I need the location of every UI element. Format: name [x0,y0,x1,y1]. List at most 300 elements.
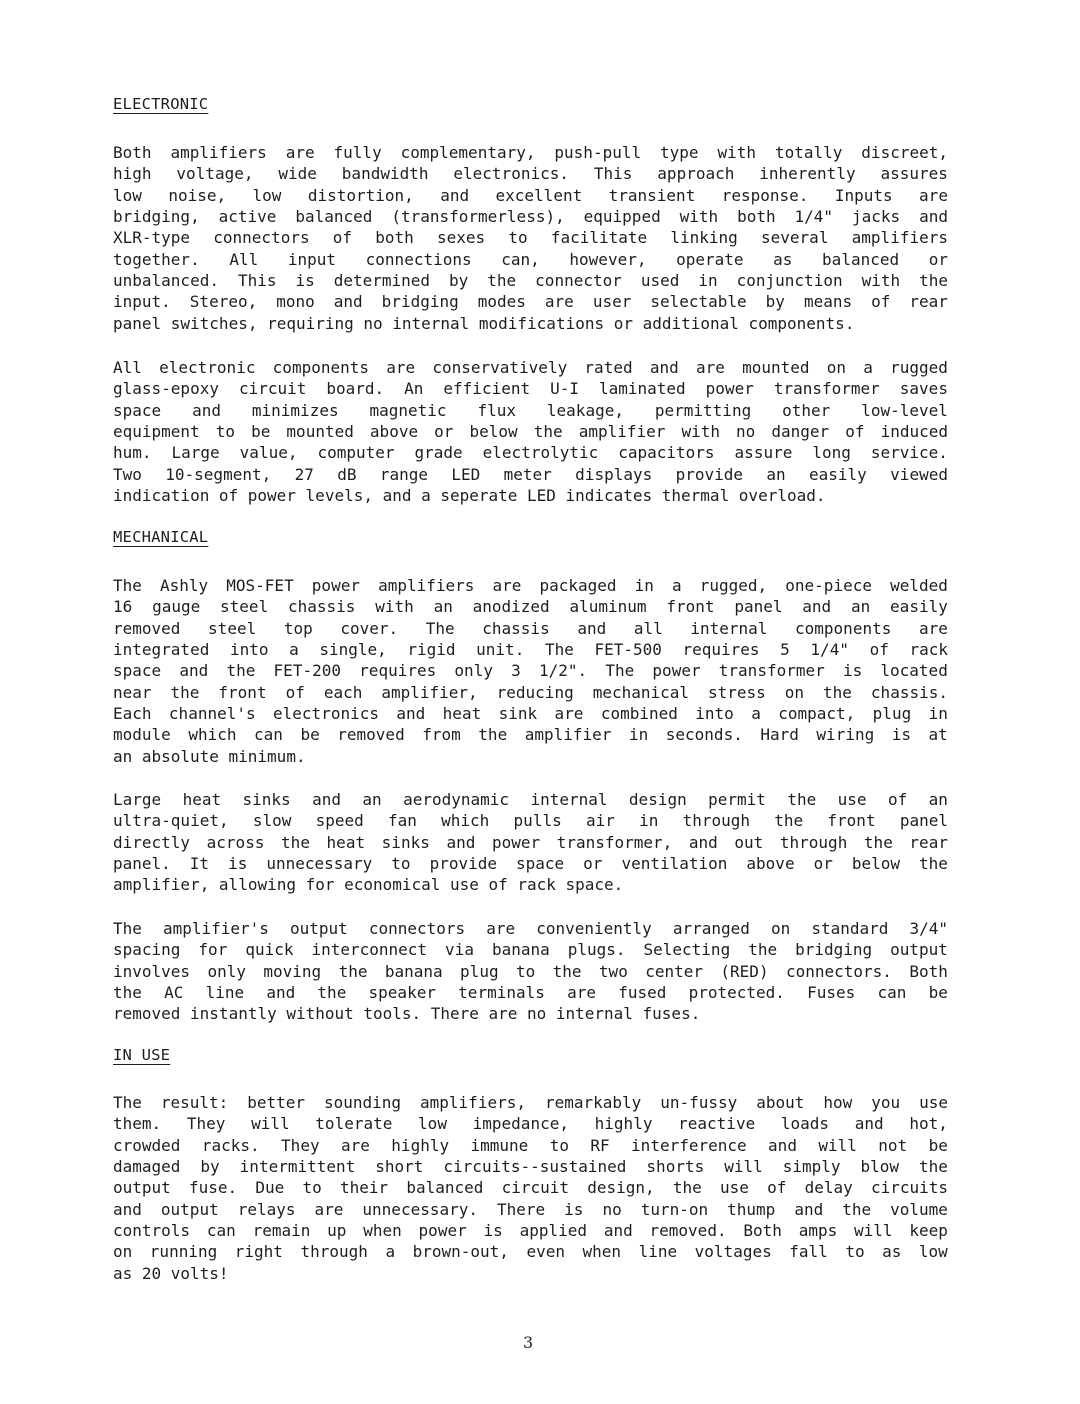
word: on [771,919,791,938]
word: to [549,1135,569,1155]
word: components [272,358,369,377]
word: internal [530,790,608,809]
word: provide [675,464,744,484]
word: will [724,1157,763,1177]
word: integrated [113,640,210,660]
text-line [113,832,948,853]
word: thump [727,1199,776,1219]
text-line [113,724,948,745]
word: banana [491,940,550,960]
text-line [113,1003,948,1024]
word: and [802,597,832,617]
word: facilitate [550,228,648,248]
word: and [794,1199,824,1219]
word: mechanical [592,682,690,702]
word: permitting [654,400,752,420]
word: value, [239,443,298,463]
word: above [369,422,419,442]
word: simply [782,1157,841,1177]
word: loads [780,1114,830,1134]
word: applied [519,1221,588,1241]
word: panel [734,597,783,617]
word: aerodynamic [403,790,510,809]
word: are [918,618,948,638]
word: push-pull [554,143,642,162]
word: sounding [324,1093,402,1112]
word: Two [113,464,142,484]
word: other [782,400,831,420]
word: They [186,1114,226,1134]
word: fuses. [642,1004,701,1024]
word: is [564,1199,584,1219]
text-line [113,227,948,248]
word: and [603,1221,633,1241]
word: stress [708,682,766,702]
word: determined [333,271,431,291]
word: terminals [458,983,545,1003]
word: arranged [672,919,750,938]
word: approach [657,164,735,184]
word: fall [789,1242,828,1262]
word: XLR-type [113,228,191,248]
word: damaged [113,1157,181,1177]
word: short [375,1157,424,1177]
word: the [317,983,347,1003]
word: connector [535,271,622,291]
word: instantly [190,1004,277,1024]
word: with [681,422,720,442]
word: can [254,725,283,745]
word: removed. [649,1221,727,1241]
word: shorts [646,1157,705,1177]
word: ventilation [621,854,728,874]
word: through [300,1242,368,1262]
word: output [890,940,948,960]
word: steel [208,618,257,638]
word: the [774,811,804,831]
text-line [113,682,948,703]
word: wiring [816,725,875,745]
paragraph-mechanical-cooling [113,789,948,896]
word: be [928,1135,948,1155]
word: and [382,486,412,506]
word: rack [517,875,556,895]
word: active [218,207,277,227]
text-line [113,1156,948,1177]
word: with [679,207,719,227]
word: power [705,379,754,399]
word: output [290,919,348,938]
word: connectors. [785,961,892,981]
word: center [645,961,704,981]
word: requiring [267,313,354,333]
word: quick [245,940,294,960]
word: chassis. [870,682,948,702]
word: and [192,400,221,420]
text-line [113,596,948,617]
word: leakage, [546,400,624,420]
word: Due [255,1178,285,1198]
text-line [113,270,948,291]
word: standard [811,919,889,938]
word: circuit [501,1178,570,1198]
word: voltages [694,1242,772,1262]
word: seconds. [665,725,743,745]
word: and [768,1135,797,1155]
word: user [592,292,632,312]
word: aluminum [569,597,647,617]
word: for [305,875,335,895]
word: to [508,228,528,248]
word: power [247,486,296,506]
word: rigid [407,640,456,660]
paragraph-mechanical-connectors [113,918,948,1025]
word: an [433,597,453,617]
word: or [613,313,633,333]
word: power [418,1221,467,1241]
word: line [205,983,245,1003]
text-line [113,874,948,895]
word: their [339,1178,389,1198]
word: unit. [476,640,525,660]
word: near [113,682,152,702]
word: and [440,185,470,205]
word: removed [337,725,405,745]
word: The [544,640,574,660]
word: Large [171,443,220,463]
text-line [113,703,948,724]
word: a [863,358,873,377]
word: and [649,358,679,377]
word: electrolytic [482,443,599,463]
word: welded [890,576,948,595]
word: totally [774,143,843,162]
word: connections [365,249,472,269]
word: intermittent [239,1157,356,1177]
word: relays [237,1199,296,1219]
word: sexes [437,228,486,248]
word: or [434,422,454,442]
word: as [882,1242,902,1262]
word: amplifiers, [420,1093,526,1112]
word: bandwidth [341,164,429,184]
word: They [281,1135,320,1155]
word: easily [890,597,948,617]
word: Both [113,143,152,162]
word: moving [263,961,322,981]
page-number: 3 [523,1333,534,1352]
word: The [605,661,635,681]
word: thermal [661,486,730,506]
word: are [492,576,522,595]
word: are [386,358,416,377]
word: space [516,854,565,874]
word: service. [870,443,948,463]
word: the [823,682,852,702]
word: amplifier, [381,682,478,702]
word: them. [113,1114,162,1134]
word: combined [600,704,678,724]
word: or [813,854,833,874]
word: capacitors [618,443,715,463]
word: induced [880,422,948,442]
word: power [652,661,701,681]
word: and [179,661,209,681]
word: fan [388,811,417,831]
word: interference [631,1135,747,1155]
word: use [919,1093,948,1112]
text-line [113,1113,948,1134]
word: and [312,790,341,809]
word: seperate [440,486,518,506]
word: no [527,1004,547,1024]
word: with [861,271,901,291]
word: minimizes [251,400,339,420]
word: viewed [890,464,948,484]
word: conjunction [736,271,843,291]
word: via [445,940,474,960]
word: 16 [113,597,133,617]
word: on [784,682,805,702]
word: modifications [478,313,605,333]
word: right [234,1242,283,1262]
word: when [363,1221,402,1241]
word: excellent [495,185,583,205]
word: fully [333,143,382,162]
word: the [281,832,310,852]
word: connectors [213,228,310,248]
text-line [113,357,948,378]
word: design, [587,1178,655,1198]
word: components [795,618,892,638]
word: modes [477,292,526,312]
text-line [113,249,948,270]
word: amplifiers [851,228,948,248]
word: rack [909,640,948,660]
word: balanced [822,249,900,269]
word: design [628,790,687,809]
word: sinks [381,832,430,852]
word: circuits--sustained [443,1157,627,1177]
word: amps [798,1221,838,1241]
word: 3/4" [909,919,948,938]
word: crowded [113,1135,181,1155]
word: LED [451,464,481,484]
word: 10-segment, [165,464,272,484]
word: will [818,1135,857,1155]
word: provide [429,854,497,874]
word: and [396,704,426,724]
word: turn-on [640,1199,709,1219]
word: This [237,271,277,291]
word: can [206,1221,236,1241]
word: It [189,854,210,874]
word: board. [326,379,385,399]
word: banana [384,961,443,981]
word: and [854,1114,884,1134]
word: low-level [861,400,948,420]
word: blow [860,1157,900,1177]
word: power [491,832,541,852]
word: electronics [273,704,379,724]
word: can [877,983,907,1003]
text-line [113,918,948,939]
word: circuits [870,1178,948,1198]
paragraph-in-use-result [113,1092,948,1284]
word: discreet, [861,143,948,162]
word: means [803,292,853,312]
word: the [842,1199,872,1219]
word: keep [909,1221,948,1241]
word: mounted [742,358,810,377]
word: only [454,661,493,681]
word: output [113,1178,171,1198]
word: the [748,940,778,960]
word: voltage, [176,164,254,184]
word: protected. [688,983,785,1003]
word: two [598,961,628,981]
word: through [779,832,848,852]
word: 20 [141,1263,162,1283]
word: speaker [368,983,436,1003]
word: top [283,618,313,638]
word: together. [113,249,200,269]
word: remain [252,1221,311,1241]
word: an [850,597,871,617]
word: reactive [678,1114,756,1134]
word: tolerate [315,1114,393,1134]
word: dB [337,464,357,484]
word: 1/4" [810,640,849,660]
word: equipped [583,207,661,227]
word: Stereo, [189,292,258,312]
word: Each [113,704,152,724]
word: not [878,1135,908,1155]
word: All [229,249,259,269]
word: compact, [778,704,856,724]
word: the [226,661,256,681]
word: additional [642,313,739,333]
word: of [218,486,239,506]
word: allowing [218,875,296,895]
word: immune [470,1135,529,1155]
word: a [672,576,682,595]
word: be [251,422,271,442]
word: magnetic [369,400,447,420]
word: displays [575,464,653,484]
word: gauge [152,597,201,617]
text-line [113,378,948,399]
word: even [526,1242,565,1262]
word: low [113,185,142,205]
word: with [717,143,757,162]
word: on [113,1242,133,1262]
word: internal [690,618,768,638]
word: connectors [368,919,466,938]
word: rugged [890,358,948,377]
word: in [634,576,654,595]
word: highly [391,1135,450,1155]
word: conservatively [432,358,568,377]
word: RF [590,1135,610,1155]
word: Inputs [834,185,893,205]
text-line [113,1135,948,1156]
word: of [845,422,865,442]
word: without [286,1004,354,1024]
word: front [827,811,876,831]
word: sinks [242,790,291,809]
word: selectable [650,292,747,312]
word: FET-200 [273,661,341,681]
word: meter [503,464,552,484]
word: low [918,1242,948,1262]
word: with [375,597,414,617]
word: fused [618,983,667,1003]
word: and [446,832,476,852]
word: a [385,1242,396,1262]
word: operate [676,249,744,269]
word: no [602,1199,622,1219]
word: to [302,1178,322,1198]
text-line [113,660,948,681]
word: sink [498,704,538,724]
text-line [113,853,948,874]
word: the [338,961,368,981]
word: plugs. [567,940,626,960]
word: channel's [168,704,256,724]
word: assure [734,443,793,463]
word: no [736,422,756,442]
word: There [430,1004,479,1024]
word: steel [220,597,269,617]
word: rear [909,292,948,312]
word: is [842,661,863,681]
word: economical [344,875,441,895]
word: used [640,271,680,291]
word: anodized [472,597,550,617]
word: transient [608,185,696,205]
word: mono [276,292,315,312]
word: when [582,1242,622,1262]
word: Ashly [160,576,209,595]
word: The [425,618,455,638]
word: the [170,682,200,702]
word: use [837,790,867,809]
word: plug [460,961,499,981]
word: input. [113,292,171,312]
word: amplifiers [170,143,267,162]
word: and [919,207,948,227]
word: Selecting [643,940,731,960]
word: hum. [113,443,152,463]
word: Hard [760,725,799,745]
word: are [567,983,596,1003]
word: by [449,271,469,291]
word: absolute [141,746,219,766]
word: of [869,640,889,660]
word: transformer, [556,832,673,852]
word: components. [748,313,855,333]
word: are [314,1199,344,1219]
heading-mechanical: MECHANICAL [113,528,209,546]
word: 3 [511,661,521,681]
word: spacing [113,940,181,960]
word: panel. [113,854,171,874]
word: single, [319,640,387,660]
word: Both [743,1221,782,1241]
word: the [863,832,893,852]
text-line [113,939,948,960]
